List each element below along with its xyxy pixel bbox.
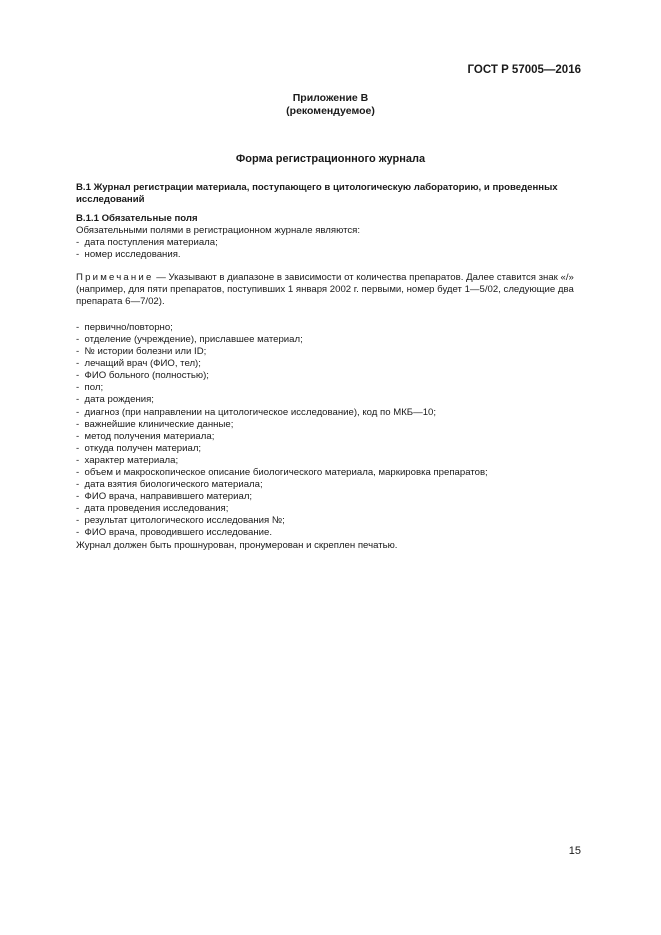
list-item: - объем и макроскопическое описание биологического материала, маркировка препаратов; bbox=[76, 467, 586, 479]
list-item: - важнейшие клинические данные; bbox=[76, 419, 586, 431]
list-item: - результат цитологического исследования №; bbox=[76, 515, 586, 527]
fields-list bbox=[76, 322, 586, 540]
list-item: - дата поступления материала; bbox=[76, 237, 586, 249]
note-text: — Указывают в диапазоне в зависимости от количества препаратов. Далее ставится знак «/» (например, для пяти препаратов, поступивших 1 января 2002 г. первыми, номер будет 1—5/02, следующие два препарата 6—7/02). bbox=[76, 271, 574, 307]
list-item: - метод получения материала; bbox=[76, 431, 586, 443]
list-item: - характер материала; bbox=[76, 455, 586, 467]
list-item: - № истории болезни или ID; bbox=[76, 346, 586, 358]
list-item: - ФИО врача, проводившего исследование. bbox=[76, 527, 586, 539]
list-item: - дата проведения исследования; bbox=[76, 503, 586, 515]
appendix-subtitle: (рекомендуемое) bbox=[286, 105, 375, 117]
form-title: Форма регистрационного журнала bbox=[235, 153, 426, 165]
list-item: - пол; bbox=[76, 382, 586, 394]
list-item: - ФИО врача, направившего материал; bbox=[76, 491, 586, 503]
subsection-heading: В.1.1 Обязательные поля bbox=[76, 213, 198, 225]
document-body bbox=[76, 182, 586, 552]
subsection-intro: Обязательными полями в регистрационном журнале являются: bbox=[76, 225, 361, 237]
list-item: - номер исследования. bbox=[76, 249, 586, 261]
page-number: 15 bbox=[568, 845, 581, 857]
list-item: - лечащий врач (ФИО, тел); bbox=[76, 358, 586, 370]
list-item: - диагноз (при направлении на цитологическое исследование), код по МКБ—10; bbox=[76, 407, 586, 419]
note-label: Примечание bbox=[76, 271, 154, 283]
document-code: ГОСТ Р 57005—2016 bbox=[467, 64, 581, 76]
section-heading: В.1 Журнал регистрации материала, поступающего в цитологическую лабораторию, и проведенных исследований bbox=[76, 182, 558, 206]
list-item: - ФИО больного (полностью); bbox=[76, 370, 586, 382]
list-item: - первично/повторно; bbox=[76, 322, 586, 334]
required-fields-list bbox=[76, 237, 586, 261]
list-item: - отделение (учреждение), приславшее материал; bbox=[76, 334, 586, 346]
list-item: - откуда получен материал; bbox=[76, 443, 586, 455]
list-item: - дата рождения; bbox=[76, 394, 586, 406]
note bbox=[76, 272, 586, 308]
closing-text: Журнал должен быть прошнурован, пронумерован и скреплен печатью. bbox=[76, 539, 398, 551]
list-item: - дата взятия биологического материала; bbox=[76, 479, 586, 491]
appendix-title: Приложение В bbox=[292, 92, 369, 104]
spacer bbox=[76, 308, 586, 322]
